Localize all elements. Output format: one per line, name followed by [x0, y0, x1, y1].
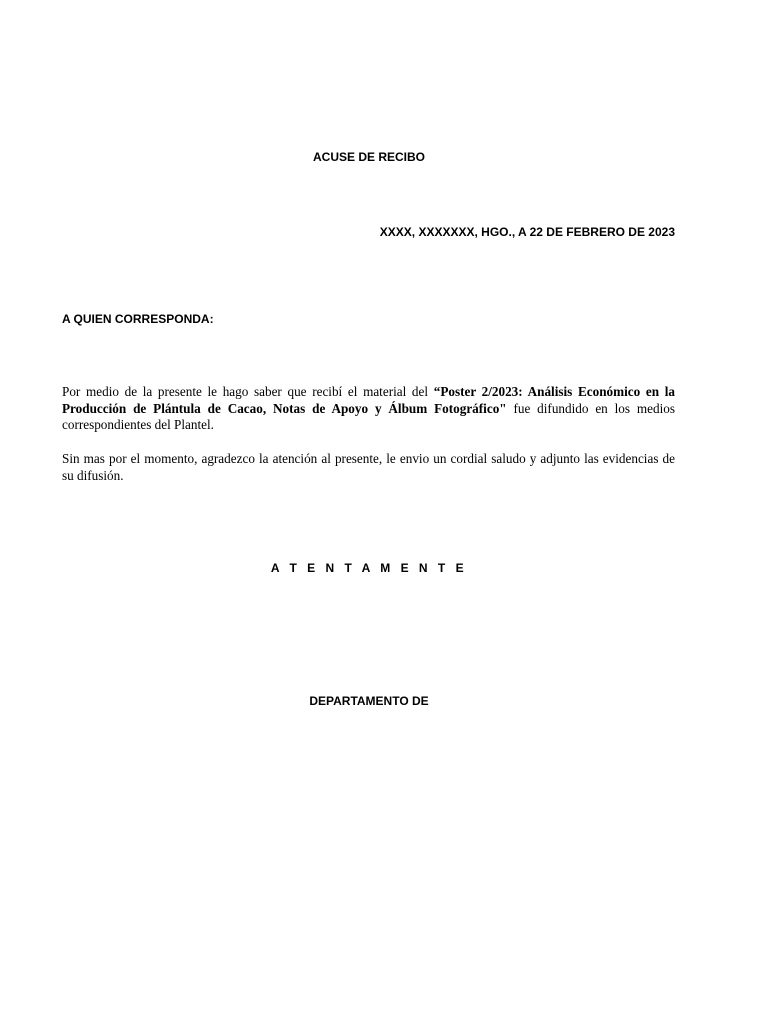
closing-text: A T E N T A M E N T E: [270, 561, 468, 575]
paragraph-1-outro: fue difundido en los medios correspondientes del Plantel.: [62, 400, 675, 432]
recipient-salutation: A QUIEN CORRESPONDA:: [62, 312, 214, 326]
paragraph-1-intro: Por medio de la presente le hago saber que recibí el material del: [62, 384, 434, 399]
document-title: ACUSE DE RECIBO: [312, 150, 425, 164]
body-paragraph-2: Sin mas por el momento, agradezco la atención al presente, le envio un cordial saludo y adjunto las evidencias de su difusión.: [62, 451, 675, 483]
paragraph-1-material-title: “Poster 2/2023: Análisis Económico en la Producción de Plántula de Cacao, Notas de Apoyo y Álbum Fotográfico": [62, 384, 676, 416]
body-paragraph-1: [62, 384, 675, 434]
date-line: XXXX, XXXXXXX, HGO., A 22 DE FEBRERO DE 2023: [379, 225, 675, 239]
department-signature: DEPARTAMENTO DE: [309, 694, 429, 708]
